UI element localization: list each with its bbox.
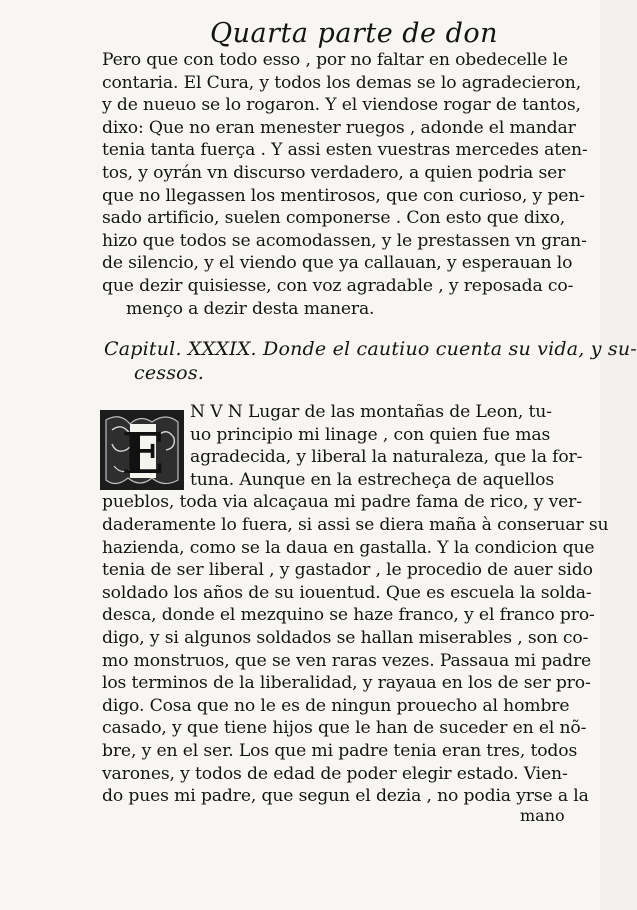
text-line: hizo que todos se acomodassen, y le prestassen vn gran- bbox=[102, 230, 587, 251]
text-line: pueblos, toda via alcaçaua mi padre fama de rico, y ver- bbox=[102, 492, 582, 513]
decorated-initial-letter bbox=[100, 410, 184, 490]
text-line: N V N Lugar de las montañas de Leon, tu- bbox=[190, 402, 552, 422]
text-line: digo, y si algunos soldados se hallan miserables , son co- bbox=[102, 628, 589, 648]
text-line: que no llegassen los mentirosos, que con curioso, y pen- bbox=[102, 185, 585, 206]
text-line: tenia de ser liberal , y gastador , le procedio de auer sido bbox=[102, 560, 593, 581]
text-line: tenia tanta fuerça . Y assi esten vuestras mercedes aten- bbox=[102, 140, 588, 161]
text-line: agradecida, y liberal la naturaleza, que la for- bbox=[190, 447, 583, 468]
text-line: digo. Cosa que no le es de ningun prouecho al hombre bbox=[102, 695, 570, 716]
text-line: varones, y todos de edad de poder elegir estado. Vien- bbox=[102, 763, 568, 784]
running-head: Quarta parte de don bbox=[210, 18, 499, 49]
text-line: sado artificio, suelen componerse . Con esto que dixo, bbox=[102, 208, 566, 229]
text-line: casado, y que tiene hijos que le han de suceder en el nõ- bbox=[102, 718, 587, 739]
text-line: contaria. El Cura, y todos los demas se lo agradecieron, bbox=[102, 72, 582, 93]
text-line: mo monstruos, que se ven raras vezes. Passaua mi padre bbox=[102, 650, 592, 671]
text-line: de silencio, y el viendo que ya callauan, y esperauan lo bbox=[102, 253, 573, 274]
catchword: mano bbox=[520, 806, 565, 825]
chapter-heading-line: Capitul. XXXIX. Donde el cautiuo cuenta su vida, y su- bbox=[104, 338, 637, 360]
text-line: que dezir quisiesse, con voz agradable , y reposada co- bbox=[102, 276, 574, 296]
initial-letter-glyph: E bbox=[121, 421, 165, 487]
text-line: menço a dezir desta manera. bbox=[126, 298, 375, 319]
text-line: dixo: Que no eran menester ruegos , adonde el mandar bbox=[102, 117, 576, 138]
text-line: y de nueuo se lo rogaron. Y el viendose rogar de tantos, bbox=[102, 95, 581, 116]
text-line: do pues mi padre, que segun el dezia , no podia yrse a la bbox=[102, 786, 589, 807]
text-line: hazienda, como se la daua en gastalla. Y la condicion que bbox=[102, 537, 595, 558]
text-line: daderamente lo fuera, si assi se diera maña à conseruar su bbox=[102, 515, 609, 535]
text-line: soldado los años de su iouentud. Que es escuela la solda- bbox=[102, 582, 592, 603]
text-line: desca, donde el mezquino se haze franco, y el franco pro- bbox=[102, 605, 595, 626]
text-line: tos, y oyrán vn discurso verdadero, a quien podria ser bbox=[102, 163, 566, 183]
text-line: bre, y en el ser. Los que mi padre tenia eran tres, todos bbox=[102, 741, 578, 761]
text-line: Pero que con todo esso , por no faltar en obedecelle le bbox=[102, 50, 568, 70]
text-line: uo principio mi linage , con quien fue mas bbox=[190, 424, 551, 445]
chapter-heading-line: cessos. bbox=[134, 362, 205, 384]
text-line: los terminos de la liberalidad, y rayaua en los de ser pro- bbox=[102, 673, 591, 694]
text-line: tuna. Aunque en la estrecheça de aquellos bbox=[190, 469, 555, 490]
